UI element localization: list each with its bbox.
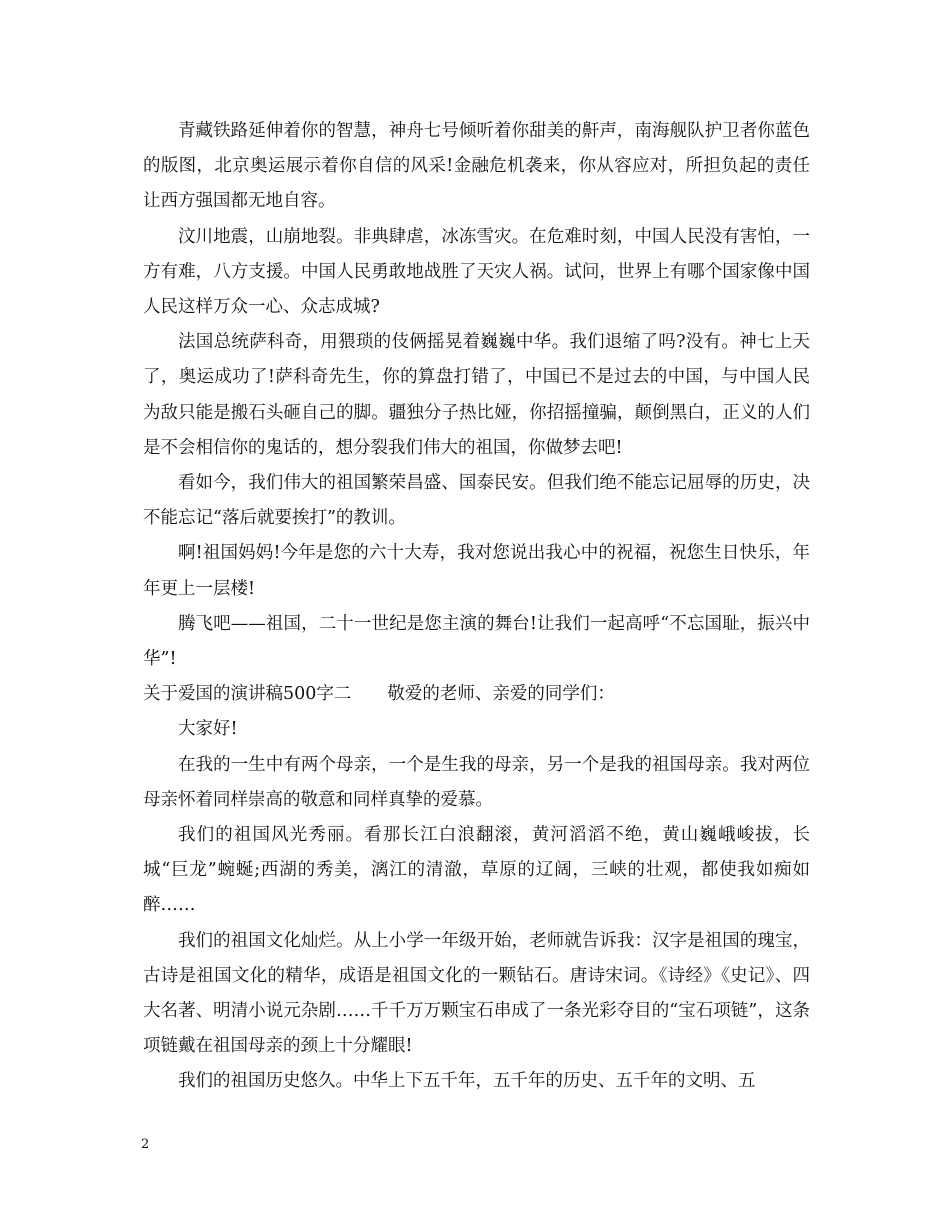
paragraph: 我们的祖国风光秀丽。看那长江白浪翻滚，黄河滔滔不绝，黄山巍峨峻拔，长城“巨龙”蜿蜒;西湖的秀美，漓江的清澈，草原的辽阔，三峡的壮观，都使我如痴如醉…… (143, 825, 810, 916)
paragraph: 看如今，我们伟大的祖国繁荣昌盛、国泰民安。但我们绝不能忘记屈辱的历史，决不能忘记“落后就要挨打”的教训。 (143, 473, 810, 529)
paragraph: 我们的祖国文化灿烂。从上小学一年级开始，老师就告诉我：汉字是祖国的瑰宝，古诗是祖国文化的精华，成语是祖国文化的一颗钻石。唐诗宋词。《诗经》《史记》、四大名著、明清小说元杂剧……千千万万颗宝石串成了一条光彩夺目的“宝石项链”，这条项链戴在祖国母亲的颈上十分耀眼! (143, 930, 810, 1057)
document-body (143, 114, 810, 1100)
greeting: 大家好! (178, 719, 238, 740)
section-title: 关于爱国的演讲稿500字二 (143, 684, 352, 705)
paragraph: 法国总统萨科奇，用猥琐的伎俩摇晃着巍巍中华。我们退缩了吗?没有。神七上天了，奥运成功了!萨科奇先生，你的算盘打错了，中国已不是过去的中国，与中国人民为敌只能是搬石头砸自己的脚。疆独分子热比娅，你招摇撞骗，颠倒黑白，正义的人们是不会相信你的鬼话的，想分裂我们伟大的祖国，你做梦去吧! (143, 332, 810, 458)
salutation: 敬爱的老师、亲爱的同学们： (387, 684, 615, 705)
paragraph: 腾飞吧——祖国，二十一世纪是您主演的舞台!让我们一起高呼“不忘国耻，振兴中华”! (143, 613, 810, 670)
paragraph: 在我的一生中有两个母亲，一个是生我的母亲，另一个是我的祖国母亲。我对两位母亲怀着同样崇高的敬意和同样真挚的爱慕。 (143, 754, 810, 810)
paragraph: 青藏铁路延伸着你的智慧，神舟七号倾听着你甜美的鼾声，南海舰队护卫者你蓝色的版图，北京奥运展示着你自信的风采!金融危机袭来，你从容应对，所担负起的责任让西方强国都无地自容。 (143, 121, 810, 212)
paragraph: 我们的祖国历史悠久。中华上下五千年，五千年的历史、五千年的文明、五 (178, 1071, 756, 1092)
paragraph: 汶川地震，山崩地裂。非典肆虐，冰冻雪灾。在危难时刻，中国人民没有害怕，一方有难，八方支援。中国人民勇敢地战胜了天灾人祸。试问，世界上有哪个国家像中国人民这样万众一心、众志成城? (143, 226, 810, 318)
paragraph: 啊!祖国妈妈!今年是您的六十大寿，我对您说出我心中的祝福，祝您生日快乐，年年更上一层楼! (143, 543, 810, 599)
page-number: 2 (141, 1137, 150, 1152)
section-heading-line (143, 677, 810, 712)
